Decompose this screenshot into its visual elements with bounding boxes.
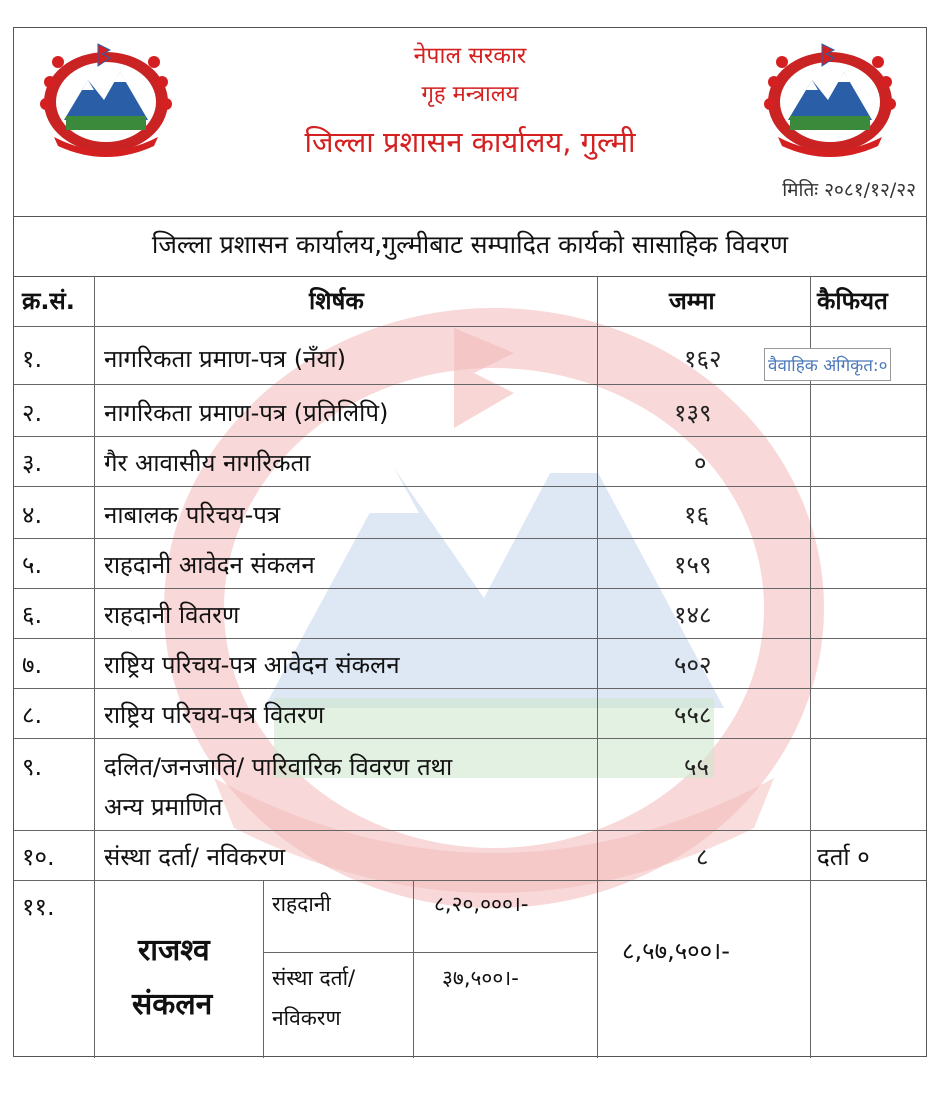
revenue-item-name: राहदानी [272, 892, 331, 916]
col-header-remarks: कैफियत [817, 287, 888, 315]
letter-date [782, 176, 916, 202]
row-remark: वैवाहिक अंगिकृत:० [764, 348, 891, 381]
government-name: नेपाल सरकार [413, 43, 527, 69]
revenue-label-line2: संकलन [132, 987, 213, 1022]
row-sn: २. [22, 399, 43, 427]
office-name: जिल्ला प्रशासन कार्यालय, गुल्मी [304, 125, 636, 159]
row-sn: १०. [22, 843, 55, 871]
document-page [13, 27, 927, 1057]
revenue-item-name-line2: नविकरण [272, 1006, 341, 1030]
revenue-label-line1: राजश्व [138, 933, 210, 968]
nepal-emblem-icon [760, 42, 900, 157]
col-header-title: शिर्षक [309, 287, 364, 315]
letterhead [14, 28, 926, 217]
row-total: १५९ [674, 551, 712, 579]
row-total: ५५ [684, 753, 709, 781]
revenue-item-amount: ३७,५००।- [442, 966, 519, 990]
date-label: मितिः [782, 179, 819, 201]
row-title: राष्ट्रिय परिचय-पत्र वितरण [104, 701, 325, 729]
row-sn: ९. [22, 753, 43, 781]
row-sn: १. [22, 345, 43, 373]
row-remark: दर्ता ० [817, 843, 870, 871]
row-sn: ४. [22, 501, 43, 529]
row-sn: ७. [22, 651, 43, 679]
row-title: राहदानी वितरण [104, 601, 240, 629]
row-title: नागरिकता प्रमाण-पत्र (प्रतिलिपि) [104, 399, 389, 427]
row-total: १४८ [674, 601, 712, 629]
row-total: ० [694, 449, 707, 477]
revenue-item-name-line1: संस्था दर्ता/ [272, 966, 356, 990]
revenue-item-amount: ८,२०,०००।- [434, 892, 529, 916]
row-total: १६२ [684, 345, 722, 373]
row-total: १६ [684, 501, 709, 529]
row-title-line2: अन्य प्रमाणित [104, 793, 223, 821]
revenue-total: ८,५७,५००।- [622, 937, 730, 965]
row-title: संस्था दर्ता/ नविकरण [104, 843, 286, 871]
row-title: नाबालक परिचय-पत्र [104, 501, 281, 529]
row-sn: ६. [22, 601, 43, 629]
row-total: १३९ [674, 399, 712, 427]
col-header-total: जम्मा [669, 287, 715, 315]
row-title: नागरिकता प्रमाण-पत्र (नँया) [104, 345, 346, 373]
col-header-sn: क्र.सं. [22, 287, 75, 315]
row-title: राष्ट्रिय परिचय-पत्र आवेदन संकलन [104, 651, 400, 679]
row-total: ८ [696, 843, 709, 871]
row-sn: ११. [22, 893, 55, 921]
row-sn: ३. [22, 449, 43, 477]
row-title: गैर आवासीय नागरिकता [104, 449, 311, 477]
row-sn: ५. [22, 551, 43, 579]
date-value: २०८१/१२/२२ [824, 179, 916, 201]
report-title: जिल्ला प्रशासन कार्यालय,गुल्मीबाट सम्पादित कार्यको सासाहिक विवरण [14, 216, 926, 277]
ministry-name: गृह मन्त्रालय [421, 82, 519, 107]
row-total: ५५८ [674, 701, 712, 729]
row-title-line1: दलित/जनजाति/ पारिवारिक विवरण तथा [104, 753, 453, 781]
row-title: राहदानी आवेदन संकलन [104, 551, 315, 579]
row-total: ५०२ [674, 651, 712, 679]
row-sn: ८. [22, 701, 43, 729]
